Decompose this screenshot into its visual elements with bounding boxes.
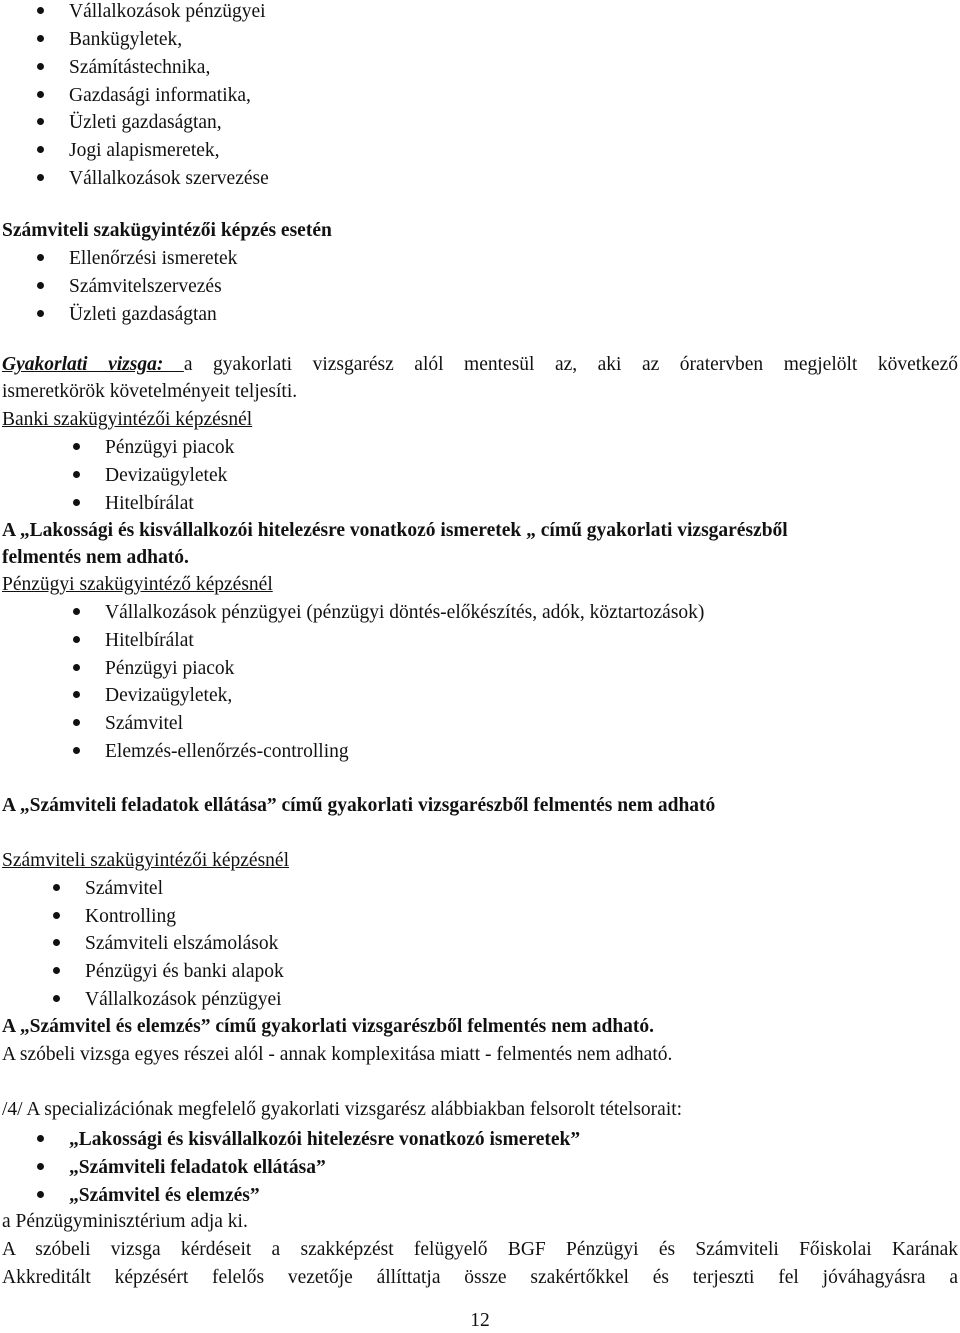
bullet-icon <box>37 146 44 153</box>
banki-heading: Banki szakügyintézői képzésnél <box>2 409 253 430</box>
list-item: Pénzügyi piacok <box>105 658 235 679</box>
gyakorlati-paragraph-line1 <box>2 353 958 377</box>
bullet-icon <box>37 310 44 317</box>
szamviteli-heading: Számviteli szakügyintézői képzés esetén <box>2 220 332 241</box>
bullet-icon <box>73 747 80 754</box>
bullet-icon <box>37 35 44 42</box>
list-item: Számítástechnika, <box>69 57 211 78</box>
bullet-icon <box>73 443 80 450</box>
list-item: Üzleti gazdaságtan, <box>69 112 222 133</box>
list-item: Vállalkozások szervezése <box>69 168 269 189</box>
list-item: Devizaügyletek <box>105 465 228 486</box>
list-item: Számvitel <box>85 878 163 899</box>
bullet-icon <box>53 912 60 919</box>
bullet-icon <box>73 471 80 478</box>
oral-exam-note: A szóbeli vizsga egyes részei alól - annak komplexitása miatt - felmentés nem adható. <box>2 1044 673 1065</box>
list-item: Bankügyletek, <box>69 29 183 50</box>
bullet-icon <box>37 174 44 181</box>
list-item: Gazdasági informatika, <box>69 85 251 106</box>
oral-questions-line2: Akkreditált képzésért felelős vezetője állíttatja össze szakértőkkel és terjeszti fel jóváhagyásra a <box>2 1267 958 1288</box>
list-item: „Számvitel és elemzés” <box>69 1185 260 1206</box>
bullet-icon <box>73 608 80 615</box>
bullet-icon <box>73 664 80 671</box>
list-item: Kontrolling <box>85 906 176 927</box>
bullet-icon <box>37 1163 44 1170</box>
bullet-icon <box>73 719 80 726</box>
oral-questions-line1: A szóbeli vizsga kérdéseit a szakképzést felügyelő BGF Pénzügyi és Számviteli Főiskolai Karának <box>2 1239 958 1260</box>
bullet-icon <box>37 1135 44 1142</box>
list-item: Hitelbírálat <box>105 630 194 651</box>
list-item: Számviteli elszámolások <box>85 933 279 954</box>
szamviteli2-heading: Számviteli szakügyintézői képzésnél <box>2 850 289 871</box>
list-item: Üzleti gazdaságtan <box>69 304 217 325</box>
list-item: Pénzügyi és banki alapok <box>85 961 284 982</box>
bullet-icon <box>53 884 60 891</box>
szamviteli2-note: A „Számvitel és elemzés” című gyakorlati vizsgarészből felmentés nem adható. <box>2 1016 655 1037</box>
bullet-icon <box>73 499 80 506</box>
gyakorlati-paragraph-line2: ismeretkörök követelményeit teljesíti. <box>2 381 298 402</box>
page-number: 12 <box>470 1310 490 1331</box>
list-item: „Számviteli feladatok ellátása” <box>69 1157 326 1178</box>
list-item: Vállalkozások pénzügyei <box>85 989 282 1010</box>
list-item: Vállalkozások pénzügyei <box>69 1 266 22</box>
list-item: Pénzügyi piacok <box>105 437 235 458</box>
bullet-icon <box>53 995 60 1002</box>
list-item: Számvitelszervezés <box>69 276 222 297</box>
bullet-icon <box>37 118 44 125</box>
banki-note-line2: felmentés nem adható. <box>2 547 189 568</box>
bullet-icon <box>37 1191 44 1198</box>
list-item: Ellenőrzési ismeretek <box>69 248 238 269</box>
banki-note-line1: A „Lakossági és kisvállalkozói hitelezésre vonatkozó ismeretek „ című gyakorlati vizsgarészből <box>2 520 788 541</box>
list-item: Számvitel <box>105 713 183 734</box>
list-item: Devizaügyletek, <box>105 685 233 706</box>
bullet-icon <box>37 282 44 289</box>
list-item: Hitelbírálat <box>105 493 194 514</box>
list-item: Jogi alapismeretek, <box>69 140 220 161</box>
bullet-icon <box>37 63 44 70</box>
section4-intro: /4/ A specializációnak megfelelő gyakorlati vizsgarész alábbiakban felsorolt tételsorait: <box>2 1099 683 1120</box>
bullet-icon <box>37 254 44 261</box>
bullet-icon <box>37 91 44 98</box>
bullet-icon <box>73 691 80 698</box>
penzugyi-heading: Pénzügyi szakügyintéző képzésnél <box>2 574 273 595</box>
list-item: Vállalkozások pénzügyei (pénzügyi döntés-előkészítés, adók, köztartozások) <box>105 602 705 623</box>
gyakorlati-label: Gyakorlati vizsga: <box>2 354 184 375</box>
bullet-icon <box>73 636 80 643</box>
list-item: Elemzés-ellenőrzés-controlling <box>105 741 349 762</box>
issuer-line: a Pénzügyminisztérium adja ki. <box>2 1211 248 1232</box>
bullet-icon <box>53 967 60 974</box>
bullet-icon <box>53 939 60 946</box>
penzugyi-note: A „Számviteli feladatok ellátása” című gyakorlati vizsgarészből felmentés nem adható <box>2 795 716 816</box>
gyakorlati-text: a gyakorlati vizsgarész alól mentesül az, aki az óratervben megjelölt következő <box>183 354 958 375</box>
bullet-icon <box>37 7 44 14</box>
list-item: „Lakossági és kisvállalkozói hitelezésre vonatkozó ismeretek” <box>69 1129 581 1150</box>
